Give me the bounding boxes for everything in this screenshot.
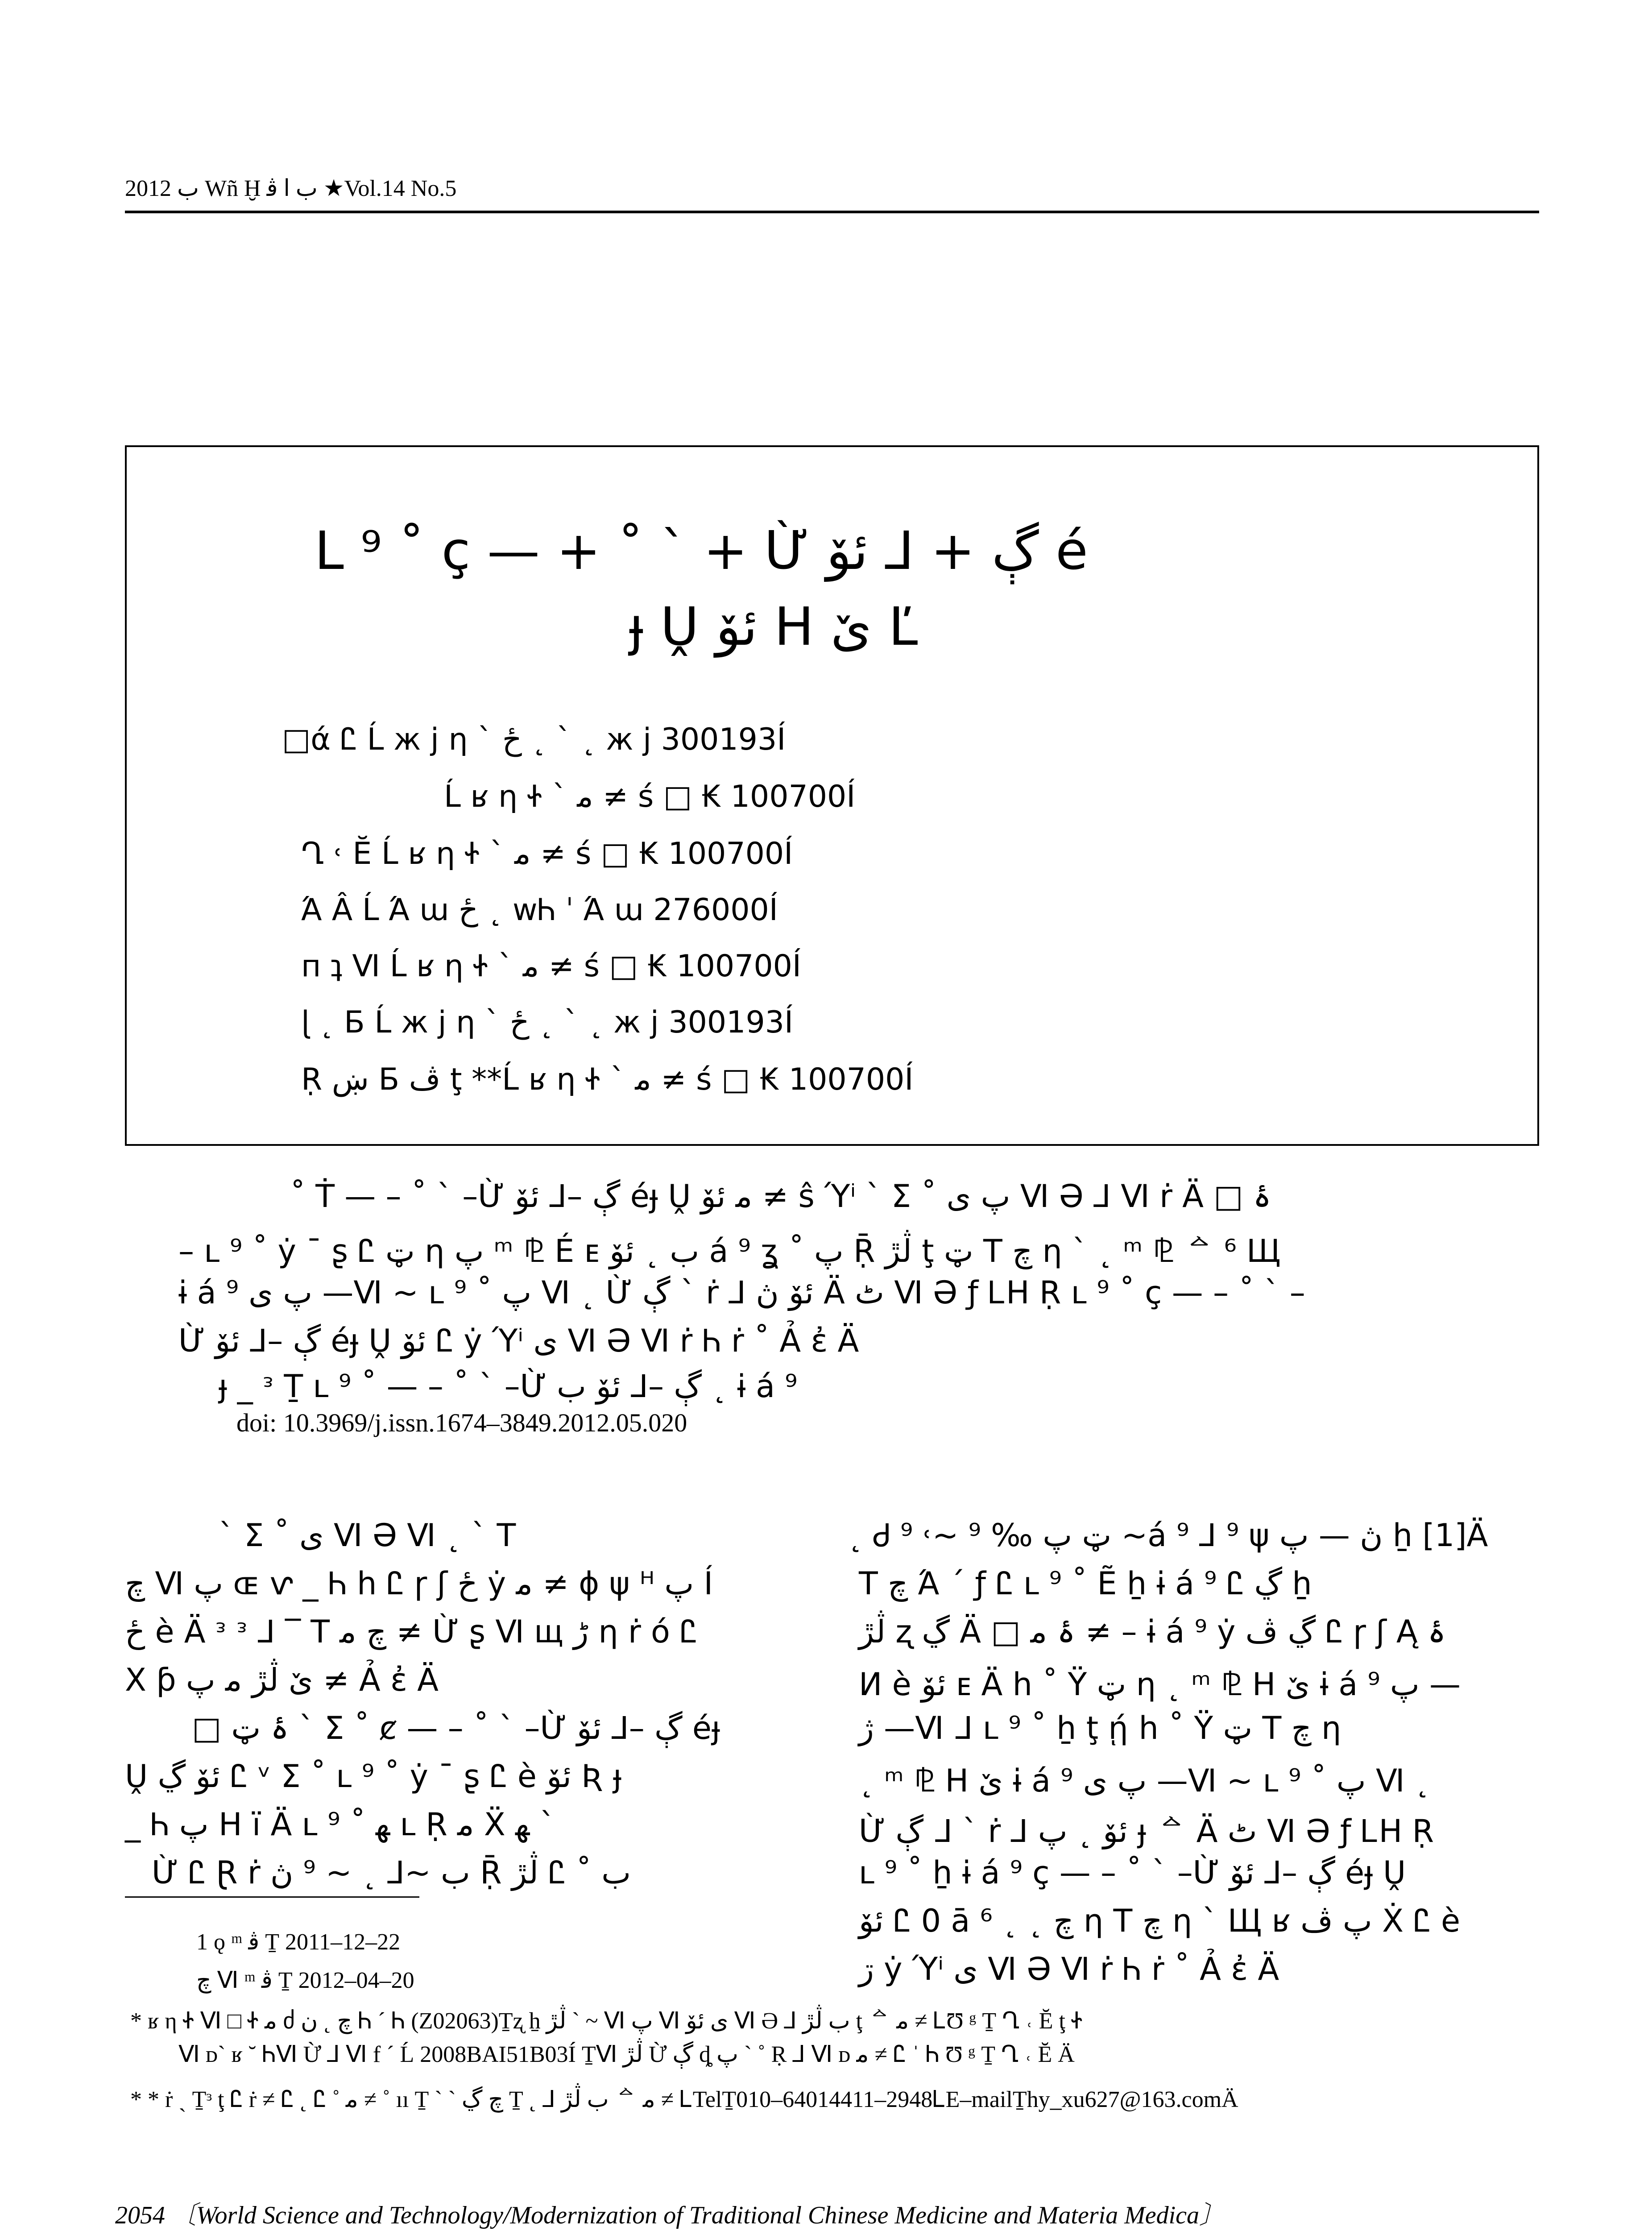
left-column-line-1: ˋ Σ ˚ ی Ⅵ Ə Ⅵ ˛ ˋ T (219, 1517, 516, 1554)
left-column-line-2: چ Ⅵ پ ɶ ⱱ _ Ꮒ h Ꮭ ɼ ʃ ځ ẏ ﻣ ≠ ɸ ψ ᴴ پ Í (125, 1565, 713, 1602)
page-footer (115, 2195, 1224, 2231)
received-date: 1 ǫ ᵐ ﭬ Ṯ 2011–12–22 (196, 1929, 401, 1955)
author-affiliation-1: □ά Ꮭ Ĺ ж j η ˋ ځ ˛ ˋ ˛ ж j 300193Í (282, 722, 786, 757)
left-column-line-5: □ ۂ ټ ˋ Σ ˚ ȼ — – ˚ ˋ –Ừ ڳ –⅃ ئۆ éɟ (192, 1710, 720, 1746)
left-column-line-6: Ṷ ئۆ ڲ Ꮭ ᵛ Σ ˚ ʟ ⁹ ˚ ẏ ˉ ʂ Ꮭ è ئۆ Ʀ ɟ (125, 1758, 622, 1795)
paper-title-line-2: ɟ Ṷ ئۆ H ێ Ľ (629, 596, 918, 657)
corresponding-author-note: * * ṙ ˏ Ṯᵌ ţ Ꮭ ṙ ≠ Ꮭ ˛ Ꮭ ˚ ﻣ ≠ ˚ ıı Ṯ ˋ ˋ چ ڲ Ṯ ˛ ⅃ ب ڷڙ ᅀ ﻣ ≠ ᏞTelṮ010–64014411–2948ᏞE–mailṮhy_xu627@163.comÄ (130, 2087, 1238, 2112)
author-affiliation-3: Ղ ˓ Ĕ Ĺ ʁ η Ꮠ ˋ ﻣ ≠ ś □ ₭ 100700Í (301, 836, 793, 871)
left-column-line-4: Χ ƥ ێ ڷڙ ﻣ پ ≠ Ả ἐ Ä (125, 1662, 439, 1698)
right-column-line-7: Ừ ڳ ᒧ ˋ ṙ ⅃ ئۆ ˛ پ ɟ ᅀ Ä ٹ Ⅵ Ə ƒ ᏞH Ṛ (859, 1813, 1434, 1849)
revised-date: ﭺ Ⅵ ᵐ ﭬ Ṯ 2012–04–20 (196, 1968, 414, 1993)
running-header: 2012 ب Wñ Ḫ ب ا ﭬ ★Vol.14 No.5 (125, 176, 457, 201)
right-column-line-6: ˛ ᵐ ⅊ H ێ ɨ á ⁹ پ ی —Ⅵ ~ ʟ ⁹ ˚ پ Ⅵ ˛ (859, 1762, 1430, 1799)
right-column-line-3: ڷڙ ʐ ڲ Ä □ ۂ ﻣ ≠ – ɨ á ⁹ ẏ ڲ ڤ Ꮭ ɼ ʃ Ą ۂ (859, 1613, 1446, 1650)
right-column-line-1: ˛ Ꮷ ټ پ ‰ ⁹ ~˓ ⁹ ~á ⁹ ⅃ ⁹ ψ ڽ — پ ẖ [1]Ä (848, 1517, 1488, 1554)
author-affiliation-2: Ĺ ʁ η Ꮠ ˋ ﻣ ≠ ś □ ₭ 100700Í (444, 779, 856, 814)
left-column-line-7: _ Ꮒ پ H ï Ä ʟ ⁹ ˚ ﻬ ʟ Ṛ ﻣ Ẍ ﻬ ˋ (125, 1806, 555, 1843)
left-column-line-8: Ừ Ꮭ Ɽ ṙ ب ~⅃ ˛ ~ ⁹ ڽ Ṝ ڷڙ Ꮭ ˚ ب (152, 1854, 631, 1891)
abstract-line-1: ˚ Ṫ — – ˚ ˋ –Ừ ڳ –⅃ ئۆ éɟ Ṷ ﻣ ئۆ ≠ ŝ Ύⁱ ˋ Σ ˚ پ ی Ⅵ Ə ⅃ Ⅵ ṙ Ä □ ۂ (290, 1178, 1271, 1215)
abstract-line-2: – ʟ ⁹ ˚ ẏ ˉ ʂ Ꮭ ټ η پ ᵐ ⅊ É ᴇ ب ˛ ئۆ á ⁹ ʓ ˚ پ Ṝ ڷڙ ţ ټ T چ η ˋ ˛ ᵐ ⅊ ᅀ ⁶ Щ (178, 1233, 1281, 1269)
paper-title-line-1: L ⁹ ˚ ç — + ˚ ˋ + Ừ ڳ + ⅃ ئۆ é (315, 520, 1088, 581)
page-number: 2054 (115, 2202, 165, 2229)
abstract-line-3: ɨ á ⁹ پ ی —Ⅵ ~ ʟ ⁹ ˚ پ Ⅵ ˛ Ừ ڳ ˋ ṙ ⅃ ئۆ ڽ Ä ٹ Ⅵ Ə ƒ ᏞH Ṛ ʟ ⁹ ˚ ç — – ˚ ˋ – (178, 1274, 1305, 1311)
doi: doi: 10.3969/j.issn.1674–3849.2012.05.020 (236, 1408, 687, 1437)
left-column-line-3: ځ è Ä ᵌ ᵌ ⅃ ‾ T چ ﻣ ≠ Ừ ʂ Ⅵ щ ڑ η ṙ ó Ꮭ (125, 1613, 698, 1650)
keywords-line: ɟ _ ᵌ Ṯ ʟ ⁹ ˚ — – ˚ ˋ –Ừ ڳ –⅃ ئۆ ب ˛ ɨ á ⁹ (219, 1368, 798, 1405)
author-affiliation-4: Ά Â Ĺ Ά ɯ ځ ˛ wᏂ ˈ Ά ɯ 276000Í (301, 892, 778, 928)
right-column-line-5: ژ —Ⅵ ᒧ ʟ ⁹ ˚ ẖ ţ ῄ h ˚ Ÿ ټ T چ η (859, 1710, 1341, 1746)
footnote-rule (125, 1896, 419, 1898)
right-column-line-10: ڗ ẏ Ύⁱ ی Ⅵ Ə Ⅵ ṙ Ꮒ ṙ ˚ Ả ἐ Ä (859, 1951, 1279, 1987)
right-column-line-2: T چ Ά ˊ ƒ Ꮭ ʟ ⁹ ˚ Ẽ ẖ ɨ á ⁹ Ꮭ ڲ ẖ (859, 1565, 1312, 1602)
author-affiliation-5: п ʇ Ⅵ Ĺ ʁ η Ꮠ ˋ ﻣ ≠ ś □ ₭ 100700Í (301, 949, 801, 984)
author-affiliation-7: Ṛ ښ Б ڤ ţ **Ĺ ʁ η Ꮠ ˋ ﻣ ≠ ś □ ₭ 100700Í (301, 1062, 914, 1097)
header-rule (125, 211, 1539, 213)
journal-name: 〔World Science and Technology/Modernization of Traditional Chinese Medicine and Materia Medica〕 (171, 2202, 1225, 2229)
right-column-line-4: И è ئۆ ᴇ Ä h ˚ Ÿ ټ η ˛ ᵐ ⅊ H ێ ɨ á ⁹ پ — (859, 1666, 1461, 1703)
right-column-line-8: ʟ ⁹ ˚ ẖ ɨ á ⁹ ç — – ˚ ˋ –Ừ ڳ –⅃ ئۆ éɟ Ṷ (859, 1854, 1406, 1891)
author-affiliation-6: ɭ ˛ Б Ĺ ж j η ˋ ځ ˛ ˋ ˛ ж j 300193Í (301, 1005, 794, 1040)
right-column-line-9: ئۆ Ꮭ 0 ā چ ˛ ˛ ⁶ η T چ η ˋ Щ ʁ پ ڤ Ẋ Ꮭ è (859, 1903, 1461, 1939)
funding-note-1: * ʁ η Ꮠ Ⅵ □ Ꮠ ﻣ ძ ﭺ ˛ ﻥ Ꮒ ˊ Ꮒ (Z02063)Ṯʐ ẖ ڷڙ ˋ ~ Ⅵ پ Ⅵ ی ئۆ Ⅵ Ə ⅃ ب ڷڙ ţ ᅀ ﻣ ≠ ᏞƱ ᵍ Ṯ Ղ ˓ Ĕ ţ Ꮠ (130, 2008, 1083, 2034)
abstract-line-4: Ừ ڳ –⅃ ئۆ éɟ Ṷ ئۆ Ꮭ ẏ Ύⁱ ی Ⅵ Ə Ⅵ ṙ Ꮒ ṙ ˚ Ả ἐ Ä (178, 1323, 859, 1359)
funding-note-2: Ⅵ ᴅ` ʁ ˘ ᏂⅥ Ừ ⅃ Ⅵ f ˊ Ĺ 2008BAI51B03Í ṮⅥ ڷڙ Ừ ڳ ȡ پ ˋ ˚ Ṛ ⅃ Ⅵ ᴅ ﻣ ≠ Ꮭ ˈ Ꮒ Ʊ ᵍ Ṯ Ղ ˓ Ĕ Ä (178, 2042, 1075, 2067)
